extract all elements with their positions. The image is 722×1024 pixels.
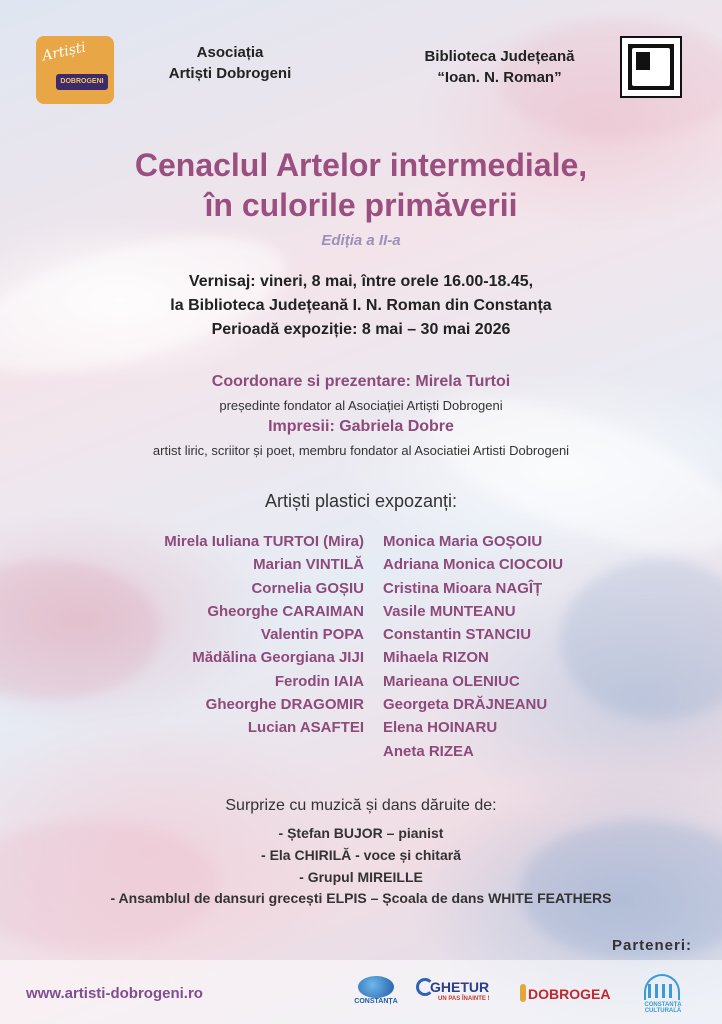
partner-tagline: UN PAS ÎNAINTE !: [438, 996, 490, 1002]
location-line: la Biblioteca Județeană I. N. Roman din Constanța: [170, 297, 552, 314]
left-organization: [140, 42, 320, 84]
performer-item: - Ștefan BUJOR – pianist: [278, 825, 444, 841]
dobrogea-partner-logo: [520, 972, 620, 1012]
artist-name: Cristina Mioara NAGÎȚ: [383, 579, 543, 597]
coordination-description: președinte fondator al Asociației Artiști Dobrogeni: [219, 398, 503, 413]
artist-name: Georgeta DRĂJNEANU: [383, 696, 548, 714]
artists-right-column: [383, 530, 563, 763]
performer-item: - Ansamblul de dansuri grecești ELPIS – Școala de dans WHITE FEATHERS: [110, 890, 612, 906]
artists-left-column: [164, 530, 364, 740]
logo-script-text: Artiști: [40, 39, 88, 65]
period-line: Perioadă expoziție: 8 mai – 30 mai 2026: [211, 321, 511, 338]
partner-name: DOBROGEA: [528, 986, 611, 1002]
ghetur-partner-logo: [414, 972, 506, 1012]
right-organization: [392, 46, 607, 88]
left-org-line2: Artiști Dobrogeni: [168, 65, 292, 82]
library-ex-libris-logo: [620, 36, 682, 98]
performer-item: - Grupul MIREILLE: [299, 869, 423, 885]
right-org-line1: Biblioteca Județeană: [424, 48, 575, 65]
artisti-dobrogeni-logo: [36, 36, 114, 104]
artist-name: Gheorghe CARAIMAN: [207, 602, 364, 620]
artist-name: Constantin STANCIU: [383, 626, 532, 644]
constanta-culturala-partner-logo: [634, 972, 692, 1012]
artist-name: Marian VINTILĂ: [253, 556, 364, 574]
constanta-partner-logo: [352, 972, 400, 1012]
artist-name: Aneta RIZEA: [383, 742, 474, 760]
right-org-line2: “Ioan. N. Roman”: [437, 69, 562, 86]
partners-label: Parteneri:: [611, 937, 692, 954]
artist-name: Ferodin IAIA: [274, 672, 364, 690]
artist-name: Marieana OLENIUC: [383, 672, 520, 690]
artist-name: Mirela Iuliana TURTOI (Mira): [164, 533, 364, 550]
wheat-icon: [520, 984, 526, 1002]
edition-label: Ediția a II-a: [321, 232, 401, 249]
artist-name: Elena HOINARU: [383, 719, 498, 737]
vernisaj-line: Vernisaj: vineri, 8 mai, între orele 16.00-18.45,: [188, 273, 534, 290]
music-heading: Surprize cu muzică și dans dăruite de:: [225, 797, 497, 814]
artist-name: Vasile MUNTEANU: [383, 602, 516, 620]
columns-icon: [648, 984, 676, 998]
book-icon: [636, 52, 650, 70]
artist-name: Lucian ASAFTEI: [247, 719, 364, 737]
partner-name: CONSTANȚA CULTURALĂ: [644, 1002, 682, 1014]
artist-name: Valentin POPA: [260, 626, 364, 644]
impressions-heading: Impresii: Gabriela Dobre: [268, 418, 454, 435]
artist-name: Monica Maria GOȘOIU: [383, 533, 543, 550]
artist-name: Adriana Monica CIOCOIU: [383, 556, 564, 574]
artist-name: Gheorghe DRAGOMIR: [205, 696, 364, 714]
artist-name: Mădălina Georgiana JIJI: [192, 649, 364, 667]
globe-icon: [358, 976, 394, 998]
brush-stroke: [0, 560, 160, 700]
title-line2: în culorile primăverii: [204, 187, 518, 223]
brush-stroke: [560, 560, 722, 720]
website-link[interactable]: www.artisti-dobrogeni.ro: [26, 985, 203, 1002]
artist-name: Mihaela RIZON: [383, 649, 489, 667]
performer-item: - Ela CHIRILĂ - voce și chitară: [261, 847, 461, 863]
impressions-description: artist liric, scriitor și poet, membru fondator al Asociatiei Artisti Dobrogeni: [152, 443, 570, 458]
partner-name: GHETUR: [430, 979, 490, 995]
coordination-heading: Coordonare si prezentare: Mirela Turtoi: [211, 373, 511, 390]
artists-heading: Artiști plastici expozanți:: [264, 491, 458, 511]
artist-name: Cornelia GOȘIU: [251, 579, 364, 597]
logo-bar-text: DOBROGENI: [56, 74, 108, 90]
partner-name: CONSTANȚA: [354, 998, 398, 1005]
left-org-line1: Asociația: [196, 44, 264, 61]
title-line1: Cenaclul Artelor intermediale,: [134, 147, 588, 183]
